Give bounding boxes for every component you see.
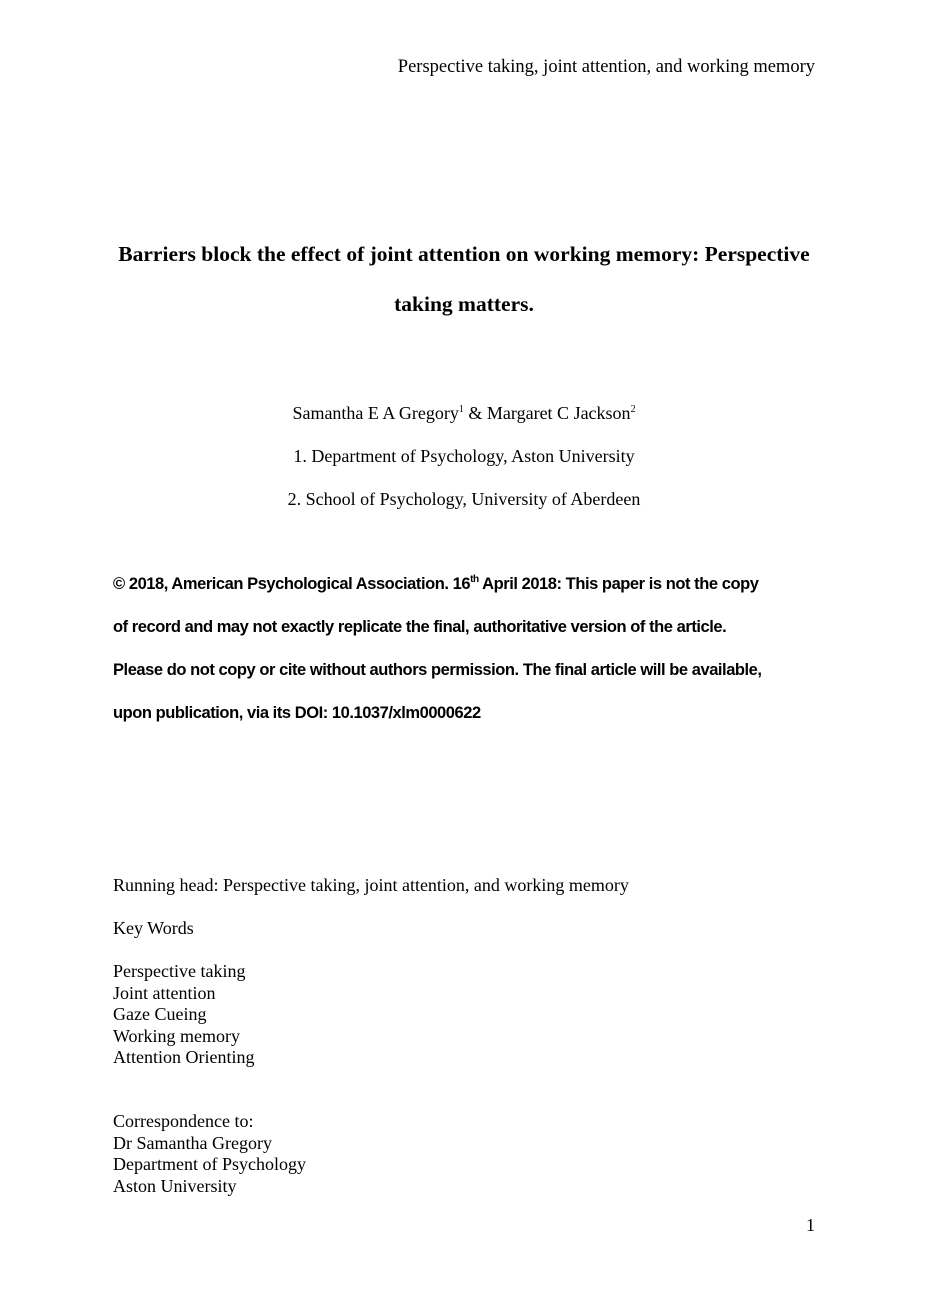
author-2: Margaret C Jackson <box>486 403 631 423</box>
copyright-superscript: th <box>470 574 479 585</box>
copyright-text-a: © 2018, American Psychological Association. 16 <box>113 575 471 593</box>
keywords-list <box>113 961 254 1069</box>
author-2-affiliation-mark: 2 <box>630 404 636 415</box>
correspondence-heading: Correspondence to: <box>113 1111 254 1131</box>
author-1: Samantha E A Gregory <box>292 403 459 423</box>
copyright-text-b: April 2018: This paper is not the copy <box>478 575 759 593</box>
author-1-affiliation-mark: 1 <box>458 404 464 415</box>
copyright-line-3: Please do not copy or cite without authors permission. The final article will be available, <box>113 661 762 679</box>
copyright-line-4: upon publication, via its DOI: 10.1037/xlm0000622 <box>113 704 481 722</box>
keyword-item: Perspective taking <box>113 961 246 981</box>
affiliation-1: 1. Department of Psychology, Aston University <box>293 446 635 466</box>
correspondence-block <box>113 1111 306 1197</box>
page-number: 1 <box>806 1215 815 1235</box>
correspondence-line: Aston University <box>113 1175 237 1196</box>
title-line-2: taking matters. <box>394 292 534 316</box>
correspondence-line: Department of Psychology <box>113 1154 306 1174</box>
copyright-line-1 <box>113 575 758 594</box>
copyright-line-2: of record and may not exactly replicate the final, authoritative version of the article. <box>113 618 727 636</box>
affiliation-2: 2. School of Psychology, University of Aberdeen <box>287 489 641 509</box>
keyword-item: Joint attention <box>113 982 216 1003</box>
keyword-item: Working memory <box>113 1025 241 1046</box>
keyword-item: Gaze Cueing <box>113 1004 207 1024</box>
author-line <box>113 403 815 424</box>
keyword-item: Attention Orienting <box>113 1047 255 1067</box>
keywords-heading: Key Words <box>113 918 194 938</box>
correspondence-line: Dr Samantha Gregory <box>113 1132 272 1153</box>
running-head-label: Running head: Perspective taking, joint attention, and working memory <box>113 875 629 895</box>
running-header: Perspective taking, joint attention, and working memory <box>397 57 815 77</box>
title-line-1: Barriers block the effect of joint attention on working memory: Perspective <box>118 242 810 266</box>
author-separator: & <box>463 403 487 423</box>
